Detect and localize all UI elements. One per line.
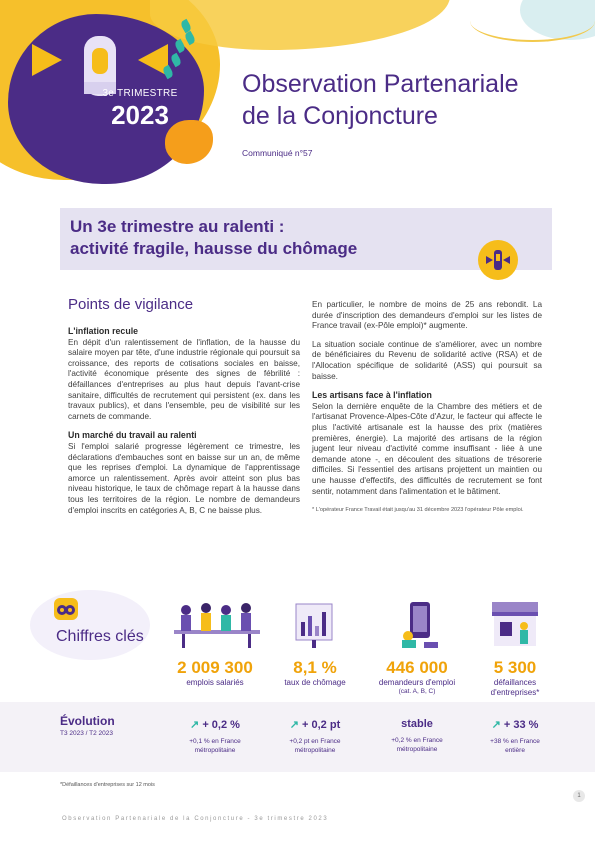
lighthouse-badge-icon bbox=[478, 240, 518, 280]
chiffres-title: Chiffres clés bbox=[56, 628, 144, 645]
headline-title bbox=[70, 216, 357, 260]
trend-up-icon: ↗ bbox=[491, 719, 501, 731]
evolution-value: stable bbox=[401, 718, 433, 730]
travail-text: Si l'emploi salarié progresse légèrement ce trimestre, les déclarations d'embauches sont en baisse sur un an, de même que les reprises d'emploi. La dynamique de l'apprentissage amorce un ralentissement. Après avoir atteint son plus bas niveau historique, le taux de chômage repart à la hausse dans tous les territoires de la région. Le nombre de demandeurs d'emploi inscrits en catégories A, B, C ne baisse plus. bbox=[68, 441, 300, 515]
france-travail-footnote: * L'opérateur France Travail était jusqu'au 31 décembre 2023 l'opérateur Pôle emploi. bbox=[312, 507, 524, 514]
shop-illustration-icon bbox=[486, 598, 544, 650]
stat-value: 446 000 bbox=[386, 658, 448, 677]
evolution-item-defaillances bbox=[465, 718, 565, 755]
defaillances-footnote: *Défaillances d'entreprises sur 12 mois bbox=[60, 782, 155, 788]
stat-defaillances bbox=[460, 658, 570, 698]
trend-up-icon: ↗ bbox=[289, 719, 299, 731]
chiffres-background bbox=[30, 590, 150, 660]
trend-up-icon: ↗ bbox=[190, 719, 200, 731]
title-line-2: de la Conjoncture bbox=[242, 102, 438, 130]
evolution-value: ↗ + 33 % bbox=[491, 719, 539, 731]
evolution-sub-1: +38 % en France bbox=[490, 738, 540, 745]
evolution-period: T3 2023 / T2 2023 bbox=[60, 730, 114, 737]
evolution-sub-2: entière bbox=[505, 747, 525, 754]
stat-label: demandeurs d'emploi bbox=[378, 678, 456, 687]
right-paragraph-1: En particulier, le nombre de moins de 25 ans rebondit. La durée d'inscription des demandeurs d'emploi sur les listes de France travail (ex-Pôle emploi)* augmente. bbox=[312, 300, 542, 331]
evolution-sub-2: métropolitaine bbox=[194, 747, 236, 754]
inflation-text: En dépit d'un ralentissement de l'inflation, de la hausse du salaire moyen par tête, d'une industrie régionale qui poursuit sa croissance, des reports de cotisations sociales en baisse, l'activité économique présente des signes de fébrilité : défaillances d'entreprises au plus haut depuis l'avant-crise sanitaire, difficultés de recrutement qui persistent (ex. dans les travaux publics), et dans l'ensemble, peu de visibilité sur les carnets de commande. bbox=[68, 337, 300, 421]
stat-emplois bbox=[160, 658, 270, 688]
stat-label: taux de chômage bbox=[284, 678, 346, 687]
page-footer: Observation Partenariale de la Conjoncture - 3e trimestre 2023 bbox=[62, 816, 329, 822]
stat-label: emplois salariés bbox=[186, 678, 244, 687]
communique-number: Communiqué n°57 bbox=[242, 148, 313, 158]
artisans-text: Selon la dernière enquête de la Chambre des métiers et de l'artisanat Provence-Alpes-Côte d'Azur, le facteur qui affecte le plus l'activité artisanale est la hausse des prix (matières premières, énergie). La majorité des artisans de la région jugent leur niveau d'activité comme insuffisant - liée à une demande atone -, en découlent des situations de trésorerie difficiles. Si l'essentiel des artisans projettent un maintien ou une hausse d'effectifs, des difficultés de recrutement se font sentir, notamment dans l'alimentation et le bâtiment. bbox=[312, 401, 542, 496]
left-column bbox=[68, 326, 300, 516]
headline-line-1: Un 3e trimestre au ralenti : bbox=[70, 217, 285, 236]
evolution-sub-1: +0,1 % en France bbox=[189, 738, 241, 745]
evolution-sub-1: +0,2 % en France bbox=[391, 737, 443, 744]
evolution-sub-2: métropolitaine bbox=[294, 747, 336, 754]
stat-value: 8,1 % bbox=[293, 658, 337, 677]
chart-board-illustration-icon bbox=[292, 598, 336, 650]
travail-subhead: Un marché du travail au ralenti bbox=[68, 430, 197, 441]
artisans-subhead: Les artisans face à l'inflation bbox=[312, 390, 432, 401]
workers-illustration-icon bbox=[172, 596, 262, 652]
stat-value: 2 009 300 bbox=[177, 658, 253, 677]
evolution-value: ↗ + 0,2 % bbox=[190, 719, 240, 731]
page-title bbox=[242, 68, 519, 132]
trimestre-label: 3e TRIMESTRE bbox=[102, 88, 178, 99]
right-column bbox=[312, 300, 542, 516]
owl-icon bbox=[54, 598, 78, 620]
stat-value: 5 300 bbox=[493, 658, 537, 677]
evolution-sub-1: +0,2 pt en France bbox=[289, 738, 341, 745]
right-paragraph-2: La situation sociale continue de s'améliorer, avec un nombre de bénéficiaires du Revenu de solidarité active (RSA) et de l'Allocation spécifique de solidarité (ASS) qui poursuit sa baisse. bbox=[312, 339, 542, 381]
stat-chomage bbox=[260, 658, 370, 688]
evolution-value: ↗ + 0,2 pt bbox=[289, 719, 341, 731]
vigilance-heading: Points de vigilance bbox=[68, 296, 194, 313]
title-line-1: Observation Partenariale bbox=[242, 70, 519, 98]
stat-label-2: d'entreprises* bbox=[490, 688, 540, 697]
year-label: 2023 bbox=[111, 100, 169, 130]
evolution-item-chomage bbox=[265, 718, 365, 755]
inflation-subhead: L'inflation recule bbox=[68, 326, 139, 336]
headline-line-2: activité fragile, hausse du chômage bbox=[70, 239, 358, 258]
evolution-item-demandeurs bbox=[367, 718, 467, 754]
corner-line-yellow bbox=[470, 0, 595, 42]
evolution-title: Évolution bbox=[60, 714, 115, 728]
stat-sub: (cat. A, B, C) bbox=[398, 688, 436, 695]
phone-person-illustration-icon bbox=[398, 598, 442, 650]
page-number: 1 bbox=[573, 790, 585, 802]
stat-label: défaillances bbox=[493, 678, 537, 687]
evolution-item-emplois bbox=[165, 718, 265, 755]
stat-demandeurs bbox=[362, 658, 472, 695]
evolution-sub-2: métropolitaine bbox=[396, 746, 438, 753]
